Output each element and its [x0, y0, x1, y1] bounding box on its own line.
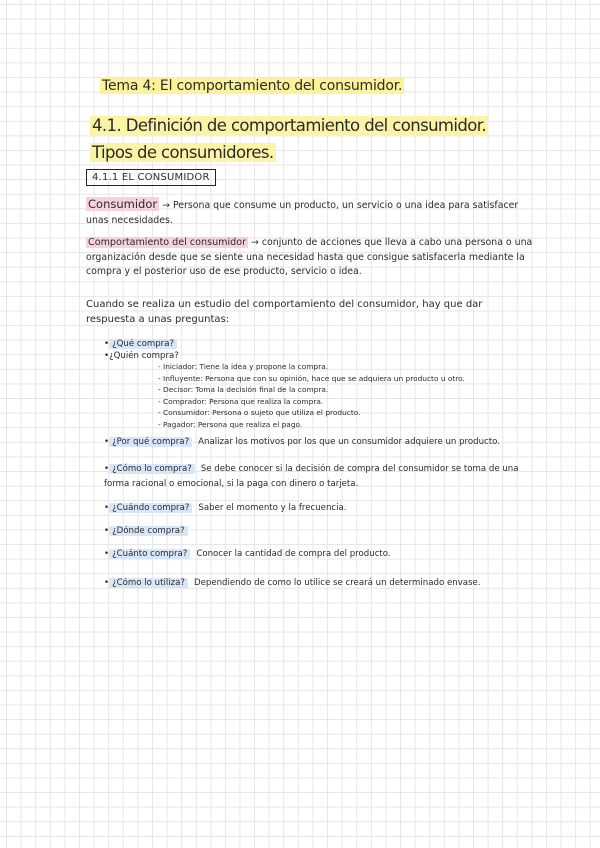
title-text: Tema 4: El comportamiento del consumidor.: [102, 78, 403, 94]
question-item: [104, 339, 177, 349]
answer-text: Dependiendo de como lo utilice se creará un determinado envase.: [193, 578, 481, 588]
definition-text: Persona que consume un producto, un servicio o una idea para satisfacer unas necesidades.: [86, 200, 519, 226]
list-item: - Iniciador: Tiene la idea y propone la compra.: [158, 362, 329, 371]
answer-text: Se debe conocer si la decisión de compra del consumidor se toma de una forma racional o emocional, si la paga con dinero o tarjeta.: [104, 464, 519, 489]
bullet: •: [104, 351, 110, 361]
question-item: [104, 578, 481, 588]
buyer-roles-list: [158, 361, 465, 431]
question-item: [104, 503, 347, 513]
main-heading-line1: [90, 116, 488, 135]
heading-line2-text: Tipos de consumidores.: [92, 143, 274, 162]
question-item: [104, 437, 500, 447]
section-box: 4.1.1 EL CONSUMIDOR: [86, 169, 216, 186]
question-label: ¿Cómo lo utiliza?: [109, 578, 188, 588]
page-title: [100, 78, 404, 94]
question-item: [104, 549, 391, 559]
bullet: •: [104, 549, 110, 559]
question-label: ¿Por qué compra?: [109, 437, 192, 447]
arrow-right-icon: →: [162, 200, 170, 211]
list-item: - Consumidor: Persona o sujeto que utiliza el producto.: [158, 408, 361, 418]
bullet: •: [104, 526, 110, 536]
question-label: ¿Dónde compra?: [109, 526, 188, 536]
arrow-right-icon: →: [251, 237, 259, 248]
list-item: - Influyente: Persona que con su opinión, hace que se adquiera un producto u otro.: [158, 373, 465, 383]
bullet: •: [104, 437, 110, 447]
intro-paragraph: Cuando se realiza un estudio del comportamiento del consumidor, hay que dar respuesta a unas preguntas:: [86, 299, 483, 325]
question-label: ¿Quién compra?: [109, 351, 179, 361]
question-label: ¿Cuándo compra?: [109, 503, 192, 513]
bullet: •: [104, 578, 110, 588]
term-comportamiento: Comportamiento del consumidor: [88, 237, 247, 248]
question-item: [104, 462, 534, 491]
term-consumidor: Consumidor: [88, 197, 158, 211]
definition-comportamiento: [86, 236, 536, 280]
question-label: ¿Qué compra?: [109, 339, 177, 349]
answer-text: Conocer la cantidad de compra del producto.: [196, 549, 391, 559]
question-label: ¿Cómo lo compra?: [109, 464, 195, 474]
bullet: •: [104, 503, 110, 513]
question-item: [104, 351, 179, 361]
list-item: - Pagador: Persona que realiza el pago.: [158, 419, 303, 429]
question-label: ¿Cuánto compra?: [109, 549, 190, 559]
list-item: - Decisor: Toma la decisión final de la compra.: [158, 385, 329, 395]
answer-text: Analizar los motivos por los que un consumidor adquiere un producto.: [198, 437, 500, 447]
question-item: [104, 526, 188, 536]
definition-text: conjunto de acciones que lleva a cabo una persona o una organización desde que se siente una necesidad hasta que consigue satisfacerla mediante la compra y el posterior uso de ese producto, servicio o idea.: [86, 237, 533, 277]
list-item: - Comprador: Persona que realiza la compra.: [158, 396, 324, 406]
bullet: •: [104, 464, 110, 474]
heading-line1-text: 4.1. Definición de comportamiento del consumidor.: [92, 116, 487, 135]
main-heading-line2: [90, 143, 276, 162]
answer-text: Saber el momento y la frecuencia.: [198, 503, 347, 513]
definition-consumidor: [86, 197, 536, 228]
bullet: •: [104, 339, 110, 349]
